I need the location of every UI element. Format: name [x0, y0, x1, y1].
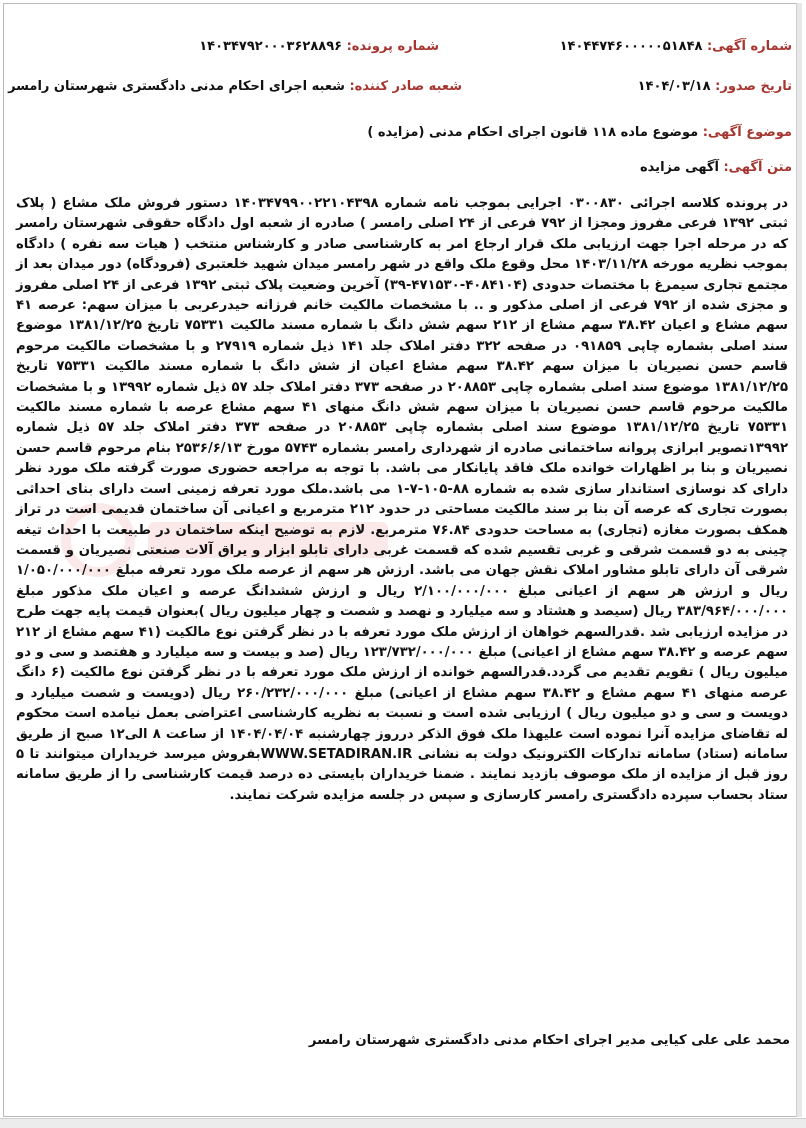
- notice-body: در پرونده کلاسه اجرائی ۰۳۰۰۸۳۰ اجرایی بموجب نامه شماره ۱۴۰۳۴۷۹۹۰۰۲۲۱۰۴۳۹۸ دستور فروش ملک مشاع ( پلاک ثبتی ۱۳۹۲ فرعی مفروز ومجزا از ۷۹۲ فرعی از ۲۴ اصلی رامسر ) صادره از شعبه اول دادگاه حقوقی شهرستان رامسر که در مرحله اجرا جهت ارزیابی ملک قرار ارجاع امر به کارشناسی صادر و کارشناس منتخب ( هیات سه نفره ) دادگاه بموجب نظریه مورخه ۱۴۰۳/۱۱/۲۸ محل وقوع ملک واقع در شهر رامسر میدان شهید خلعتبری (فرودگاه) دور میدان بعد از مجتمع تجاری سیمرغ با مختصات حدودی (۴۰۸۴۱۰۴-۴۷۱۵۳۰-۳۹) آخرین وضعیت پلاک ثبتی ۱۳۹۲ فرعی از ۲۴ اصلی مفروز و مجزی شده از ۷۹۲ فرعی از اصلی مذکور و .. با مشخصات مالکیت خانم فرزانه حیدرعربی با میزان سهم: عرصه ۴۱ سهم مشاع و اعیان ۳۸.۴۲ سهم مشاع از ۲۱۲ سهم شش دانگ با شماره مسند مالکیت ۷۵۳۳۱ تاریخ ۱۳۸۱/۱۲/۲۵ موضوع سند اصلی بشماره چاپی ۰۹۱۸۵۹ در صفحه ۳۲۲ دفتر املاک جلد ۱۴۱ ذیل شماره ۲۷۹۱۹ و با مشخصات مالکیت مرحوم قاسم حسن نصیریان با میزان سهم ۳۸.۴۲ سهم مشاع اعیان از شش دانگ با شماره مسند مالکیت ۷۵۳۳۱ تاریخ ۱۳۸۱/۱۲/۲۵ موضوع سند اصلی بشماره چاپی ۲۰۸۸۵۳ در صفحه ۳۷۳ دفتر املاک جلد ۵۷ ذیل شماره ۱۳۹۹۲ و با مشخصات مالکیت مرحوم قاسم حسن نصیریان با میزان سهم شش دانگ منهای ۴۱ سهم مشاع عرصه با شماره مسند مالکیت ۷۵۳۳۱ تاریخ ۱۳۸۱/۱۲/۲۵ موضوع سند اصلی بشماره چاپی ۲۰۸۸۵۳ در صفحه ۳۷۳ دفتر املاک جلد ۵۷ ذیل شماره ۱۳۹۹۲تصویر ابرازی پروانه ساختمانی صادره از شهرداری رامسر بشماره ۵۷۴۳ مورخ ۲۵۳۶/۶/۱۳ بنام مرحوم قاسم حسن نصیریان و بنا بر اظهارات خوانده ملک فاقد پایانکار می باشد. با توجه به مراجعه حضوری صورت گرفته ملک مورد نظر دارای کد نوسازی استاندار سازی شده به شماره ۸۸-۱۰۵-۷-۱ می باشد.ملک مورد تعرفه زمینی است دارای بنای احداثی بصورت تجاری که عرصه آن بنا بر سند مالکیت مساحتی در حدود ۲۱۲ مترمربع و اعیانی آن ساختمان قدیمی است در تراز همکف بصورت مغازه (تجاری) به مساحت حدودی ۷۶.۸۴ مترمربع. لازم به توضیح اینکه ساختمان در طبیعت با احداث تیغه چینی به دو قسمت شرقی و غربی تقسیم شده که قسمت غربی دارای تابلو ابزار و یراق آلات صنعتی نصیریان و قسمت شرقی آن دارای تابلو مشاور املاک نقش جهان می باشد. ارزش هر سهم از عرصه ملک مورد تعرفه مبلغ ۱/۰۵۰/۰۰۰/۰۰۰ ریال و ارزش هر سهم از اعیانی مبلغ ۲/۱۰۰/۰۰۰/۰۰۰ ریال و ارزش ششدانگ عرصه و اعیان ملک مذکور مبلغ ۳۸۳/۹۶۴/۰۰۰/۰۰۰ ریال (سیصد و هشتاد و سه میلیارد و نهصد و شصت و چهار میلیون ریال )بعنوان قیمت پایه جهت طرح در مزایده ارزیابی شد .قدرالسهم خواهان از ارزش ملک مورد تعرفه با در نظر گرفتن نوع مالکیت (۴۱ سهم مشاع از ۲۱۲ سهم عرصه و ۳۸.۴۲ سهم مشاع از اعیانی) مبلغ ۱۲۳/۷۳۲/۰۰۰/۰۰۰ ریال (صد و بیست و سه میلیارد و هفتصد و سی و دو میلیون ریال ) تقویم تقدیم می گردد.قدرالسهم خوانده از ارزش ملک مورد تعرفه با در نظر گرفتن نوع مالکیت (۶ دانگ عرصه منهای ۴۱ سهم مشاع و ۳۸.۴۲ سهم مشاع از اعیانی) مبلغ ۲۶۰/۲۳۲/۰۰۰/۰۰۰ ریال (دویست و شصت میلیارد و دویست و سی و دو میلیون ریال ) ارزیابی شده است و نسبت به نظریه کارشناسی اعتراضی بعمل نیامده است محکوم له تقاضای مزایده آنرا نموده است علیهذا ملک فوق الذکر درروز چهارشنبه ۱۴۰۴/۰۴/۰۴ از ساعت ۸ الی۱۲ صبح از طریق سامانه (ستاد) سامانه تدارکات الکترونیک دولت به نشانی WWW.SETADIRAN.IRبفروش میرسد خریداران میتوانند تا ۵ روز قبل از مزایده از ملک موصوف بازدید نمایند . ضمنا خریداران بایستی ده درصد قیمت کارشناسی را از طریق سامانه ستاد بحساب سپرده دادگستری رامسر کارسازی و سپس در جلسه مزایده شرکت نمایند.: [16, 196, 789, 803]
- issue-date: ۱۴۰۴/۰۳/۱۸: [637, 79, 711, 94]
- case-number: ۱۴۰۳۴۷۹۲۰۰۰۳۶۲۸۸۹۶: [199, 39, 343, 54]
- notice-number: ۱۴۰۴۴۷۴۶۰۰۰۰۰۵۱۸۴۸: [559, 39, 703, 54]
- subject: موضوع ماده ۱۱۸ قانون اجرای احکام مدنی (مزایده ): [367, 125, 699, 140]
- signature: محمد علی علی کیایی مدیر اجرای احکام مدنی دادگستری شهرستان رامسر: [308, 1033, 790, 1048]
- issuer-row: [8, 79, 462, 94]
- text-label: متن آگهی:: [723, 160, 792, 175]
- issuer: شعبه اجرای احکام مدنی دادگستری شهرستان رامسر: [8, 79, 345, 94]
- issue-date-label: تاریخ صدور:: [715, 79, 792, 94]
- issue-date-row: [638, 79, 792, 94]
- notice-number-row: [560, 39, 792, 54]
- notice-number-label: شماره آگهی:: [706, 39, 792, 54]
- subject-label: موضوع آگهی:: [702, 125, 792, 140]
- issuer-label: شعبه صادر کننده:: [349, 79, 462, 94]
- case-number-row: [199, 39, 439, 54]
- horizontal-scrollbar[interactable]: [0, 1118, 806, 1128]
- text-title-row: [640, 160, 792, 175]
- vertical-scrollbar[interactable]: [796, 3, 802, 1117]
- case-number-label: شماره پرونده:: [346, 39, 439, 54]
- subject-row: [367, 125, 792, 140]
- notice-title: آگهی مزایده: [640, 160, 719, 175]
